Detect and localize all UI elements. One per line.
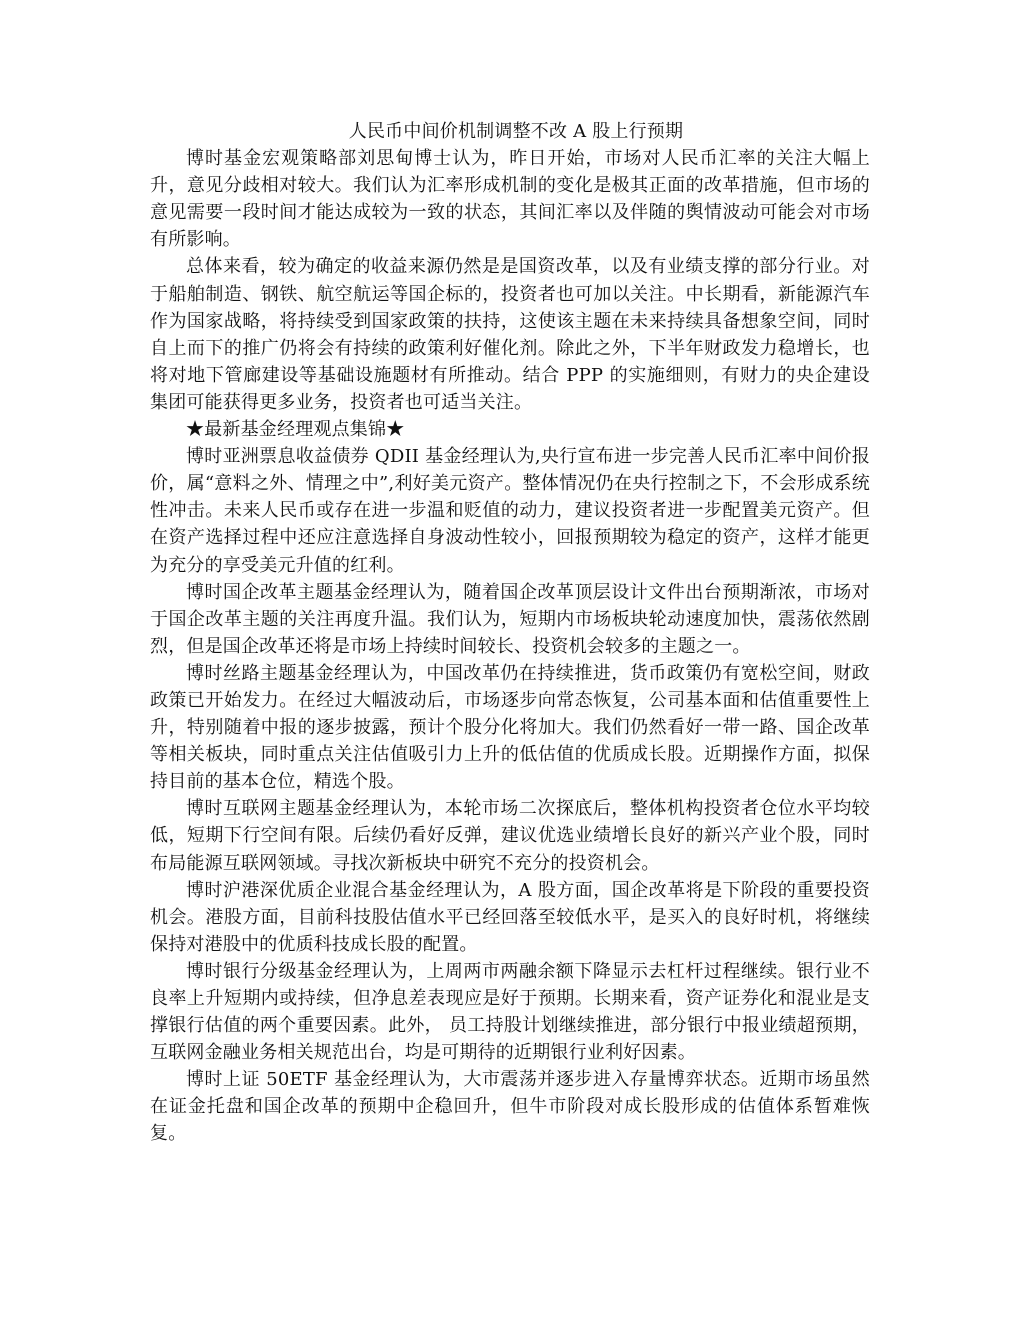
- paragraph-bank-fund: 博时银行分级基金经理认为，上周两市两融余额下降显示去杠杆过程继续。银行业不良率上升短期内或持续，但净息差表现应是好于预期。长期来看，资产证券化和混业是支撑银行估值的两个重要因素。此外， 员工持股计划继续推进，部分银行中报业绩超预期，互联网金融业务相关规范出台，均是可期待的近期银行业利好因素。: [150, 960, 870, 1064]
- paragraph-hk-sh-sz-fund: 博时沪港深优质企业混合基金经理认为，A 股方面，国企改革将是下阶段的重要投资机会。港股方面，目前科技股估值水平已经回落至较低水平，是买入的良好时机，将继续保持对港股中的优质科技成长股的配置。: [150, 879, 870, 955]
- paragraph-silk-road-fund: 博时丝路主题基金经理认为，中国改革仍在持续推进，货币政策仍有宽松空间，财政政策已开始发力。在经过大幅波动后，市场逐步向常态恢复，公司基本面和估值重要性上升，特别随着中报的逐步披露，预计个股分化将加大。我们仍然看好一带一路、国企改革等相关板块，同时重点关注估值吸引力上升的低估值的优质成长股。近期操作方面，拟保持目前的基本仓位，精选个股。: [150, 662, 870, 793]
- paragraph-sse50-etf: 博时上证 50ETF 基金经理认为，大市震荡并逐步进入存量博弈状态。近期市场虽然在证金托盘和国企改革的预期中企稳回升，但牛市阶段对成长股形成的估值体系暂难恢复。: [150, 1069, 870, 1145]
- paragraph-soe-reform-fund: 博时国企改革主题基金经理认为，随着国企改革顶层设计文件出台预期渐浓，市场对于国企改革主题的关注再度升温。我们认为，短期内市场板块轮动速度加快，震荡依然剧烈，但是国企改革还将是市场上持续时间较长、投资机会较多的主题之一。: [150, 581, 870, 657]
- document-title: 人民币中间价机制调整不改 A 股上行预期: [348, 121, 684, 142]
- section-heading-manager-views: ★最新基金经理观点集锦★: [186, 419, 405, 441]
- paragraph-overall-view: 总体来看，较为确定的收益来源仍然是是国资改革，以及有业绩支撑的部分行业。对于船舶制造、钢铁、航空航运等国企标的，投资者也可加以关注。中长期看，新能源汽车作为国家战略，将持续受到国家政策的扶持，这使该主题在未来持续具备想象空间，同时自上而下的推广仍将会有持续的政策利好催化剂。除此之外，下半年财政发力稳增长，也将对地下管廊建设等基础设施题材有所推动。结合 PPP 的实施细则，有财力的央企建设集团可能获得更多业务，投资者也可适当关注。: [150, 256, 870, 413]
- paragraph-asia-bond-qdii: 博时亚洲票息收益债券 QDII 基金经理认为,央行宣布进一步完善人民币汇率中间价报价，属“意料之外、情理之中”,利好美元资产。整体情况仍在央行控制之下，不会形成系统性冲击。未来人民币或存在进一步温和贬值的动力，建议投资者进一步配置美元资产。但在资产选择过程中还应注意选择自身波动性较小，回报预期较为稳定的资产，这样才能更为充分的享受美元升值的红利。: [150, 446, 870, 576]
- paragraph-internet-fund: 博时互联网主题基金经理认为，本轮市场二次探底后，整体机构投资者仓位水平均较低，短期下行空间有限。后续仍看好反弹，建议优选业绩增长良好的新兴产业个股，同时布局能源互联网领域。寻找次新板块中研究不充分的投资机会。: [150, 798, 870, 874]
- document-page: [150, 118, 870, 1148]
- paragraph-macro-strategy: 博时基金宏观策略部刘思甸博士认为，昨日开始，市场对人民币汇率的关注大幅上升，意见分歧相对较大。我们认为汇率形成机制的变化是极其正面的改革措施，但市场的意见需要一段时间才能达成较为一致的状态，其间汇率以及伴随的舆情波动可能会对市场有所影响。: [150, 148, 870, 251]
